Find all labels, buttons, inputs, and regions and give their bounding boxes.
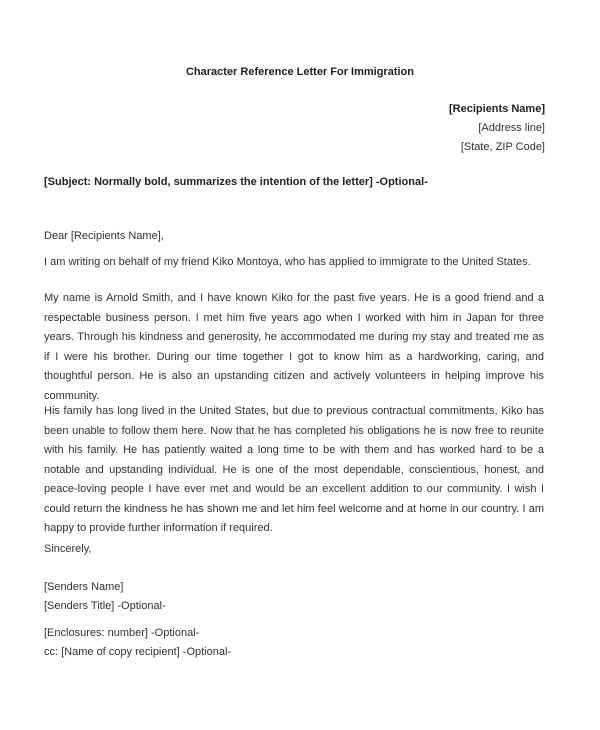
enclosures: [Enclosures: number] -Optional- [44,627,200,639]
paragraph-1: I am writing on behalf of my friend Kiko Montoya, who has applied to immigrate to the United States. [44,256,531,268]
recipient-state-zip: [State, ZIP Code] [460,141,545,153]
salutation: Dear [Recipients Name], [44,230,164,242]
letter-subject: [Subject: Normally bold, summarizes the intention of the letter] -Optional- [44,176,428,188]
recipient-block [449,100,545,157]
letter-title: Character Reference Letter For Immigration [185,66,414,78]
sender-name: [Senders Name] [44,581,124,593]
closing: Sincerely, [44,543,92,555]
paragraph-2: My name is Arnold Smith, and I have known Kiko for the past five years. He is a good friend and a respectable business person. I met him five years ago when I worked with him in Japan for three years. Through his kindness and generosity, he accommodated me during my stay and treated me as if I were his brother. During our time together I got to know him as a hardworking, caring, and thoughtful person. He is also an upstanding citizen and actively volunteers in helping improve his community. [44,292,544,402]
sender-title: [Senders Title] -Optional- [44,600,166,612]
recipient-address: [Address line] [478,122,545,134]
recipient-name: [Recipients Name] [449,103,545,115]
paragraph-3: His family has long lived in the United States, but due to previous contractual commitments, Kiko has been unable to follow them here. Now that he has completed his obligations he is now free to reunite with his family. He has patiently waited a long time to be with them and has worked hard to be a notable and upstanding individual. He is one of the most dependable, conscientious, honest, and peace-loving people I have ever met and would be an excellent addition to our community. I wish I could return the kindness he has shown me and let him feel welcome and at home in our country. I am happy to provide further information if required. [44,405,544,534]
cc-line: cc: [Name of copy recipient] -Optional- [44,646,232,658]
